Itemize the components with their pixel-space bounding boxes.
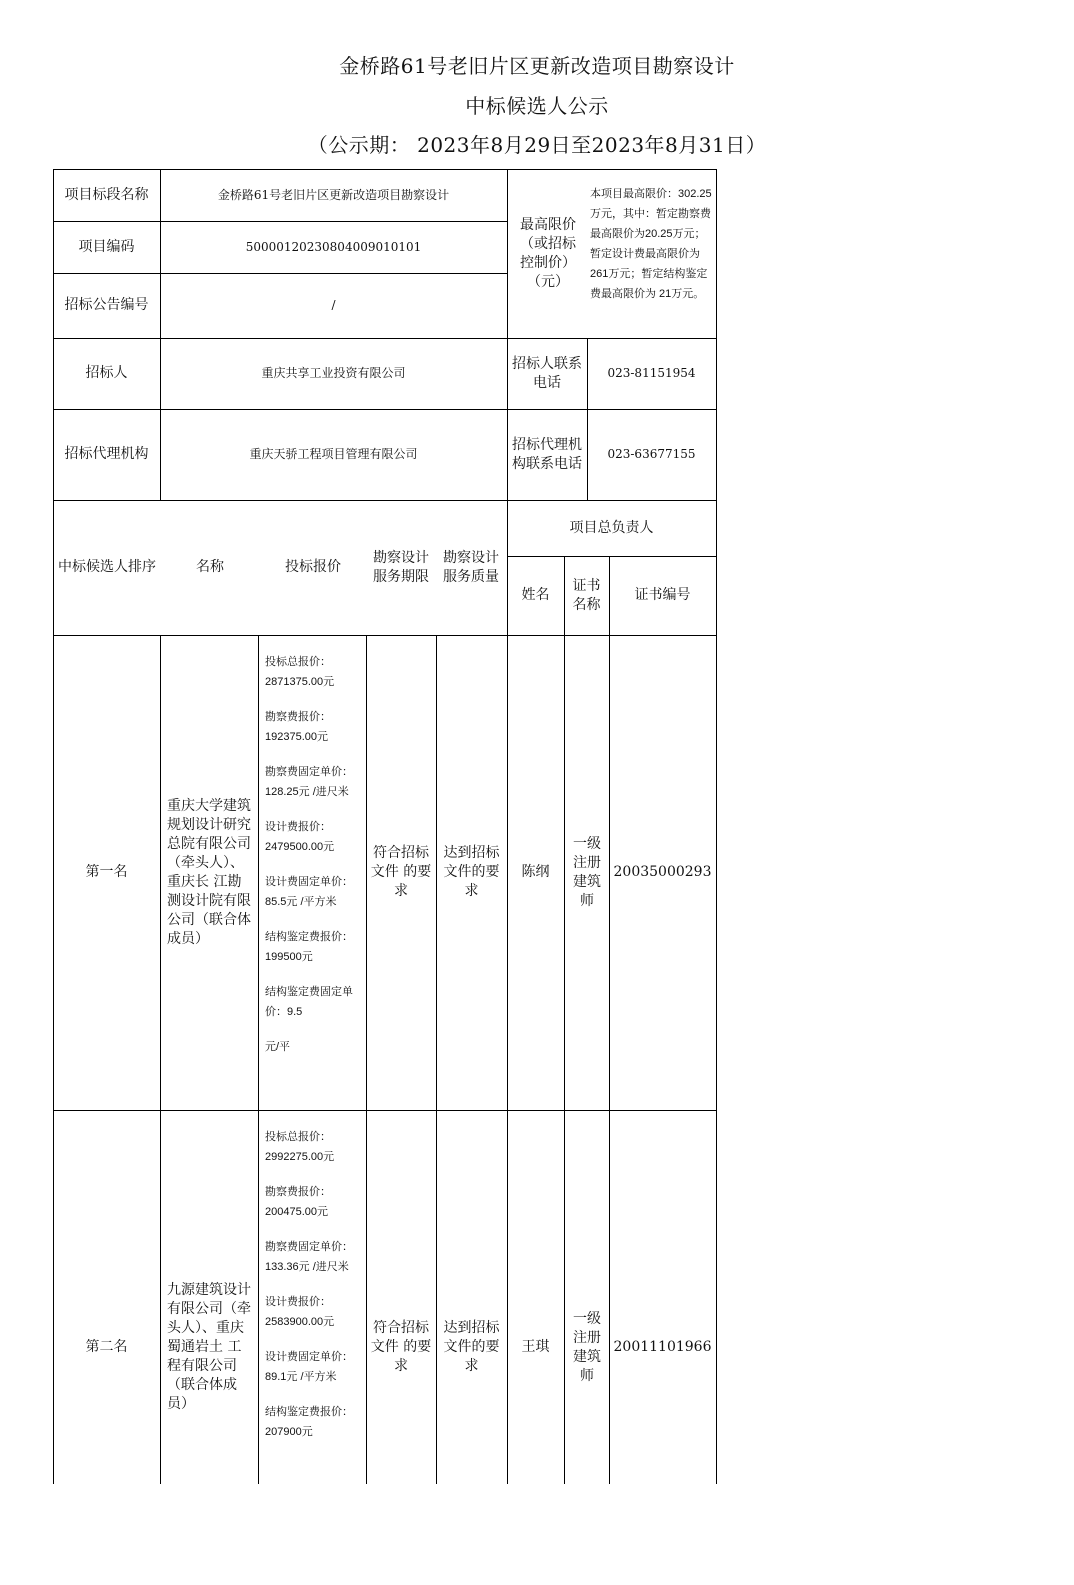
agency-label: 招标代理机构 xyxy=(64,446,149,462)
cert-name: 一级注册建筑师 xyxy=(573,835,601,909)
leader-name: 王琪 xyxy=(521,1339,550,1355)
section-name-label: 项目标段名称 xyxy=(64,186,149,203)
service-quality: 达到招标文件的要求 xyxy=(443,845,500,899)
max-price-label: 最高限价（或招标控制价）（元） xyxy=(520,216,576,290)
candidate-rank: 第二名 xyxy=(85,1339,128,1355)
bid-item: 设计费固定单价：85.5元 /平方米 xyxy=(265,876,353,908)
bid-item: 勘察费报价：200475.00元 xyxy=(265,1186,331,1218)
section-name-value: 金桥路61号老旧片区更新改造项目勘察设计 xyxy=(217,187,450,202)
cert-number: 20035000293 xyxy=(613,864,712,880)
bid-item: 结构鉴定费固定单价：9.5 xyxy=(265,986,353,1018)
cert-name: 一级注册建筑师 xyxy=(573,1310,601,1384)
candidate-name: 九源建筑设计有限公司（牵头人）、重庆蜀通岩土 工程有限公司（联合体成员） xyxy=(167,1282,251,1412)
service-period: 符合招标文件 的要求 xyxy=(370,1320,432,1374)
service-period: 符合招标文件 的要求 xyxy=(370,845,432,899)
bid-item: 勘察费固定单价：133.36元 /进尺米 xyxy=(265,1241,353,1273)
page-subtitle: 中标候选人公示 xyxy=(465,94,609,118)
bid-item: 投标总报价：2871375.00元 xyxy=(265,656,335,688)
project-code-label: 项目编码 xyxy=(78,238,135,255)
candidate-rank: 第一名 xyxy=(85,864,128,880)
col-cert-no-header: 证书编号 xyxy=(634,587,691,603)
notice-no-label: 招标公告编号 xyxy=(64,297,149,313)
col-quality-header: 勘察设计服务质量 xyxy=(443,549,499,585)
bid-item: 设计费固定单价：89.1元 /平方米 xyxy=(265,1351,353,1383)
col-person-header: 姓名 xyxy=(521,587,550,603)
tenderer-value: 重庆共享工业投资有限公司 xyxy=(261,366,406,380)
notice-period: （公示期： 2023年8月29日至2023年8月31日） xyxy=(307,133,767,157)
agency-phone-label: 招标代理机构联系电话 xyxy=(512,436,582,472)
candidate-name: 重庆大学建筑规划设计研究总院有限公司（牵头人）、重庆长 江勘测设计院有限公司（联合体成员） xyxy=(167,797,251,947)
bid-price-list xyxy=(265,652,365,1072)
bid-item: 结构鉴定费报价：207900元 xyxy=(265,1406,353,1438)
bid-item: 投标总报价：2992275.00元 xyxy=(265,1131,335,1163)
agency-phone-value: 023-63677155 xyxy=(607,447,696,461)
leader-name: 陈纲 xyxy=(521,864,550,880)
col-rank-header: 中标候选人排序 xyxy=(58,559,156,575)
bid-item: 结构鉴定费报价：199500元 xyxy=(265,931,353,963)
bid-item: 勘察费报价：192375.00元 xyxy=(265,711,331,743)
bid-item: 元/平 xyxy=(265,1041,291,1053)
cert-number: 20011101966 xyxy=(613,1339,712,1355)
max-price-note: 本项目最高限价：302.25万元，其中：暂定勘察费最高限价为20.25万元；暂定设计费最高限价为261万元；暂定结构鉴定费最高限价为 21万元。 xyxy=(590,188,712,300)
agency-value: 重庆天骄工程项目管理有限公司 xyxy=(249,447,418,461)
col-name-header: 名称 xyxy=(196,559,224,575)
bid-item: 设计费报价：2479500.00元 xyxy=(265,821,335,853)
tenderer-label: 招标人 xyxy=(85,365,128,381)
notice-no-value: / xyxy=(331,298,336,312)
col-leader-header: 项目总负责人 xyxy=(569,519,654,536)
tenderer-phone-value: 023-81151954 xyxy=(607,366,696,380)
service-quality: 达到招标文件的要求 xyxy=(443,1320,500,1374)
page-title: 金桥路61号老旧片区更新改造项目勘察设计 xyxy=(339,54,735,78)
tenderer-phone-label: 招标人联系电话 xyxy=(512,355,582,391)
col-bid-header: 投标报价 xyxy=(285,559,341,575)
col-period-header: 勘察设计服务期限 xyxy=(373,549,429,585)
bid-item: 勘察费固定单价：128.25元 /进尺米 xyxy=(265,766,353,798)
project-code-value: 500001202308040090101​01 xyxy=(245,239,422,254)
col-cert-header: 证书名称 xyxy=(572,577,601,613)
bid-item: 设计费报价：2583900.00元 xyxy=(265,1296,335,1328)
bid-price-list xyxy=(265,1127,365,1457)
